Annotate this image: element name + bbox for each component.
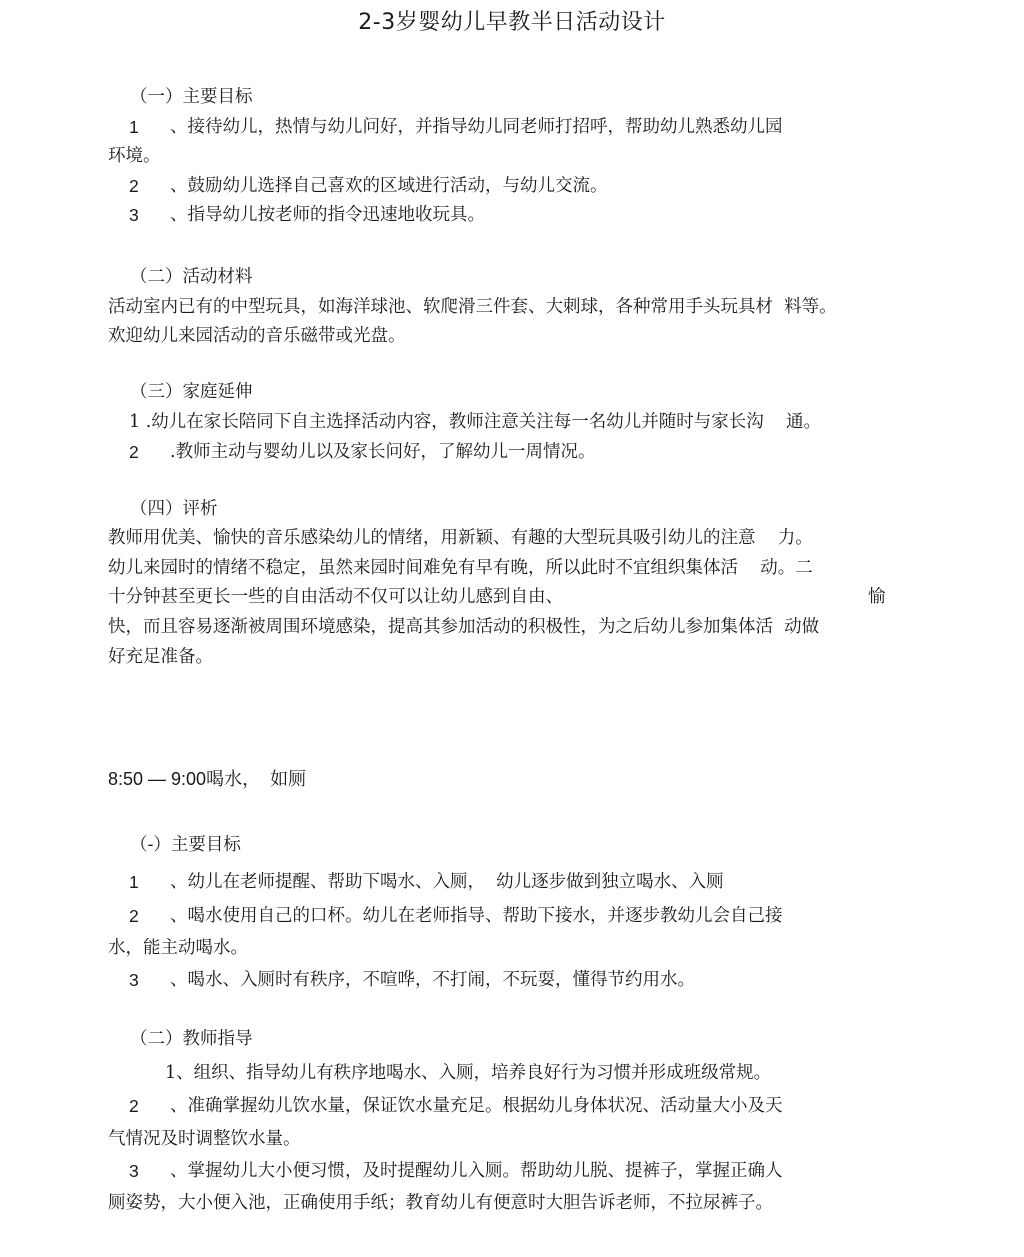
materials-text: 活动室内已有的中型玩具，如海洋球池、软爬滑三件套、大刺球，各种常用手头玩具材 料等。	[108, 297, 837, 317]
goals-heading: （-）主要目标	[130, 835, 241, 855]
family-heading: （三）家庭延伸	[130, 382, 253, 402]
goal-text: 水，能主动喝水。	[108, 938, 248, 958]
analysis-text: 十分钟甚至更长一些的自由活动不仅可以让幼儿感到自由、	[108, 587, 563, 607]
analysis-text: 愉	[868, 587, 886, 607]
time-slot-heading: 8:50 — 9:00喝水， 如厕	[108, 769, 307, 789]
goal-number: 2	[129, 906, 139, 926]
goal-text: 环境。	[108, 146, 161, 166]
analysis-text: 快，而且容易逐渐被周围环境感染，提高其参加活动的积极性，为之后幼儿参加集体活 动做	[108, 617, 820, 637]
goal-number: 1	[129, 872, 139, 892]
analysis-text: 教师用优美、愉快的音乐感染幼儿的情绪，用新颖、有趣的大型玩具吸引幼儿的注意 力。	[108, 528, 813, 548]
materials-text: 欢迎幼儿来园活动的音乐磁带或光盘。	[108, 326, 406, 346]
goal-text: 、幼儿在老师提醒、帮助下喝水、入厕， 幼儿逐步做到独立喝水、入厕	[170, 872, 724, 892]
guide-item: 、掌握幼儿大小便习惯，及时提醒幼儿入厕。帮助幼儿脱、提裤子，掌握正确人	[170, 1161, 783, 1181]
goal-text: 、鼓励幼儿选择自己喜欢的区域进行活动，与幼儿交流。	[170, 176, 608, 196]
guide-heading: （二）教师指导	[130, 1029, 253, 1049]
guide-number: 2	[129, 1096, 139, 1116]
goal-number: 1	[129, 117, 139, 137]
guide-item: 1、组织、指导幼儿有秩序地喝水、入厕，培养良好行为习惯并形成班级常规。	[165, 1063, 772, 1083]
goals-heading: （一）主要目标	[130, 87, 253, 107]
analysis-text: 幼儿来园时的情绪不稳定，虽然来园时间难免有早有晚，所以此时不宜组织集体活 动。二	[108, 558, 813, 578]
goal-text: 、指导幼儿按老师的指令迅速地收玩具。	[170, 205, 485, 225]
goal-text: 、喝水、入厕时有秩序，不喧哗，不打闹，不玩耍，懂得节约用水。	[170, 970, 695, 990]
materials-heading: （二）活动材料	[130, 267, 253, 287]
goal-number: 2	[129, 176, 139, 196]
analysis-heading: （四）评析	[130, 499, 218, 519]
family-item: 1 .幼儿在家长陪同下自主选择活动内容，教师注意关注每一名幼儿并随时与家长沟 通。	[129, 412, 822, 432]
family-item: .教师主动与婴幼儿以及家长问好，了解幼儿一周情况。	[170, 442, 596, 462]
goal-number: 3	[129, 205, 139, 225]
guide-item: 气情况及时调整饮水量。	[108, 1129, 301, 1149]
family-number: 2	[129, 442, 139, 462]
goal-text: 、喝水使用自己的口杯。幼儿在老师指导、帮助下接水，并逐步教幼儿会自己接	[170, 906, 783, 926]
goal-text: 、接待幼儿，热情与幼儿问好，并指导幼儿同老师打招呼，帮助幼儿熟悉幼儿园	[170, 117, 783, 137]
guide-number: 3	[129, 1161, 139, 1181]
goal-number: 3	[129, 970, 139, 990]
guide-item: 厕姿势，大小便入池，正确使用手纸；教育幼儿有便意时大胆告诉老师，不拉尿裤子。	[108, 1193, 773, 1213]
document-title: 2-3岁婴幼儿早教半日活动设计	[358, 10, 666, 35]
guide-item: 、准确掌握幼儿饮水量，保证饮水量充足。根据幼儿身体状况、活动量大小及天	[170, 1096, 783, 1116]
analysis-text: 好充足准备。	[108, 647, 213, 667]
